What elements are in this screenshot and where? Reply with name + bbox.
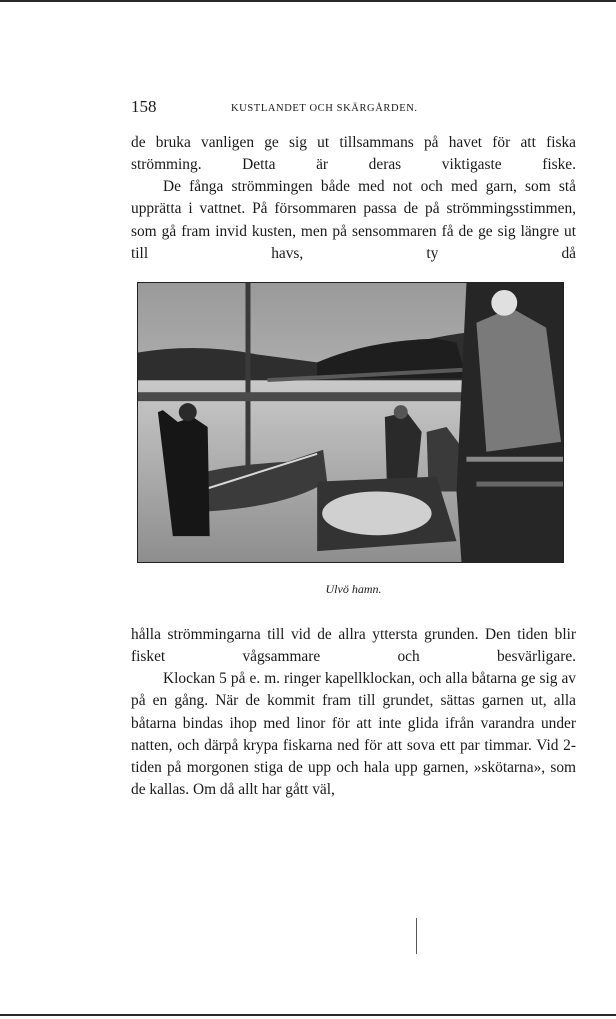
margin-mark	[416, 918, 417, 954]
paragraph-2: De fånga strömmingen både med not och med garn, som stå upprätta i vattnet. På försommaren passa de på strömmingsstimmen, som gå fram invid kusten, men på sensommaren få de ge sig längre ut till havs, ty då	[131, 178, 576, 262]
paragraph-1: de bruka vanligen ge sig ut tillsammans på havet för att fiska strömming. Detta är deras viktigaste fiske.	[131, 134, 576, 174]
page-number: 158	[131, 97, 157, 116]
paragraph-4: Klockan 5 på e. m. ringer kapellklockan, och alla båtarna ge sig av på en gång. När de kommit fram till grundet, sättas garnen ut, alla båtarna bindas ihop med linor för att inte glida ifrån varandra under natten, och därpå krypa fiskarna ned för att sova ett par timmar. Vid 2-tiden på morgonen stiga de upp och hala upp garnen, »skötarna», som de kallas. Om då allt har gått väl,	[131, 670, 576, 799]
page-edge-bottom	[0, 1014, 616, 1016]
harbor-photograph	[137, 282, 564, 563]
paragraph-3: hålla strömmingarna till vid de allra yttersta grunden. Den tiden blir fisket vågsammare och besvärligare.	[131, 626, 576, 666]
page-header	[131, 97, 576, 121]
running-title: KUSTLANDET OCH SKÄRGÅRDEN.	[231, 103, 418, 114]
page-edge-top	[0, 0, 616, 2]
figure-caption: Ulvö hamn.	[325, 582, 382, 596]
harbor-photo-illustration	[138, 283, 563, 562]
